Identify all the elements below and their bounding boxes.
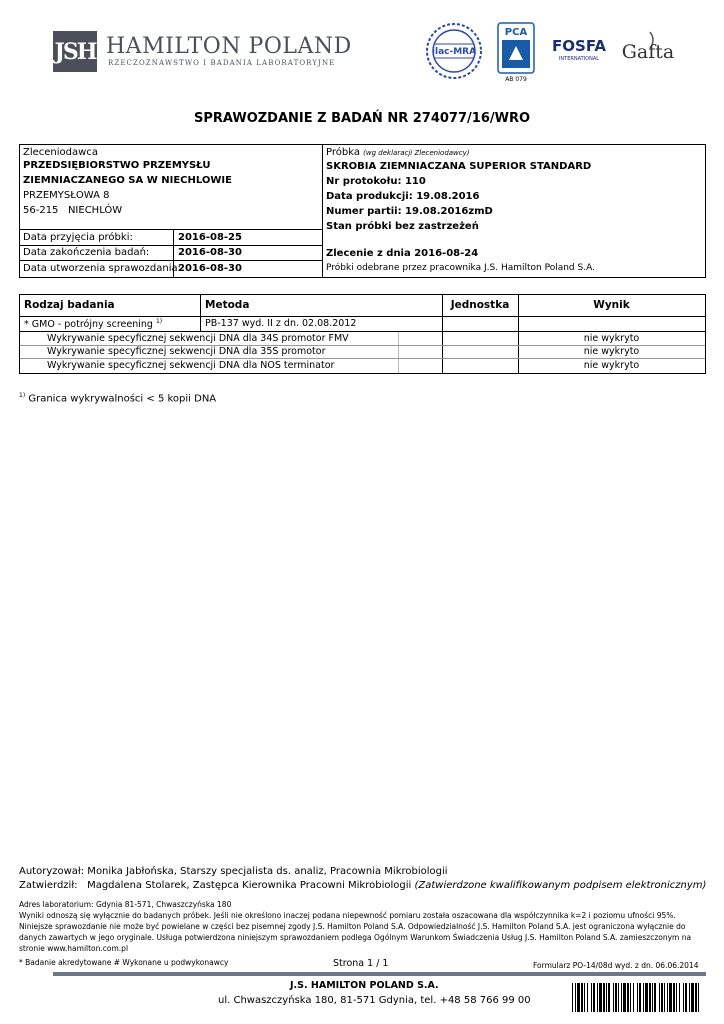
date-received-value: 2016-08-25 <box>178 232 242 243</box>
footer-divider <box>53 972 706 976</box>
client-name-line1: PRZEDSIĘBIORSTWO PRZEMYSŁU <box>23 160 211 171</box>
footnote-sup: 1) <box>19 392 26 399</box>
sample-name: SKROBIA ZIEMNIACZANA SUPERIOR STANDARD <box>326 161 592 172</box>
date-created-label: Data utworzenia sprawozdania: <box>23 263 181 274</box>
disclaimer-line: Wyniki odnoszą się wyłącznie do badanych próbek. Jeśli nie określono inaczej podana niepewność pomiaru została oszacowana dla współczynnika k=2 i poziomu ufności 95%. <box>19 911 676 920</box>
gafta-logo-text: Gafta <box>621 41 675 63</box>
sample-condition: Stan próbki bez zastrzeżeń <box>326 221 479 232</box>
ilac-logo-text: ilac-MRA <box>431 47 477 57</box>
client-address-line1: PRZEMYSŁOWA 8 <box>23 190 110 201</box>
footer-company: J.S. HAMILTON POLAND S.A. <box>290 980 439 991</box>
main-test-method: PB-137 wyd. II z dn. 02.08.2012 <box>205 318 357 329</box>
table-row-test: Wykrywanie specyficznej sekwencji DNA dla 35S promotor <box>47 346 326 357</box>
date-received-label: Data przyjęcia próbki: <box>23 232 133 243</box>
pca-number: AB 079 <box>505 76 527 83</box>
report-info-block <box>19 144 706 278</box>
footnote <box>19 392 216 404</box>
date-finished-value: 2016-08-30 <box>178 247 242 258</box>
company-name: HAMILTON POLAND <box>106 34 352 59</box>
sample-label-text: Próbka <box>326 147 360 158</box>
sample-label <box>326 147 470 158</box>
table-row-test: Wykrywanie specyficznej sekwencji DNA dla NOS terminator <box>47 360 335 371</box>
client-address-line2: 56-215 NIECHLÓW <box>23 205 123 216</box>
sample-protocol: Nr protokołu: 110 <box>326 176 426 187</box>
col-header-result: Wynik <box>593 299 630 311</box>
sample-label-note: (wg deklaracji Zleceniodawcy) <box>363 149 470 157</box>
main-test-name: * GMO - potrójny screening <box>24 319 153 331</box>
table-row-result: nie wykryto <box>583 346 640 357</box>
disclaimer-line: danych zawartych w jego oryginale. Usługa potwierdzona niniejszym sprawozdaniem podlega Ogólnym Warunkom Świadczenia Usług J.S. Hamilton Poland S.A. zamieszczonym na <box>19 933 692 942</box>
footnote-text: Granica wykrywalności < 5 kopii DNA <box>25 393 217 405</box>
col-header-unit: Jednostka <box>450 299 510 311</box>
approved-by <box>19 880 706 891</box>
approved-note: (Zatwierdzone kwalifikowanym podpisem elektronicznym) <box>414 880 707 891</box>
table-row-result: nie wykryto <box>583 333 640 344</box>
date-created-value: 2016-08-30 <box>178 263 242 274</box>
disclaimer-line: stronie www.hamilton.com.pl <box>19 944 129 953</box>
report-title: SPRAWOZDANIE Z BADAŃ NR 274077/16/WRO <box>193 111 531 126</box>
pca-logo-text: PCA <box>504 27 528 38</box>
disclaimer-line: Niniejsze sprawozdanie nie może być powielane w części bez pisemnej zgody J.S. Hamilton Poland S.A. Odpowiedzialność J.S. Hamilton Poland S.A. jest ograniczona wyłącznie do <box>19 922 686 931</box>
barcode <box>572 983 702 1012</box>
client-label: Zleceniodawca <box>23 147 98 158</box>
approved-name: Magdalena Stolarek, Zastępca Kierownika Pracowni Mikrobiologii <box>87 880 412 891</box>
fosfa-logo-subtext: INTERNATIONAL <box>558 56 600 62</box>
page-number: Strona 1 / 1 <box>333 958 389 969</box>
order-date: Zlecenie z dnia 2016-08-24 <box>326 248 479 259</box>
col-header-test: Rodzaj badania <box>24 299 115 311</box>
sample-collected-note: Próbki odebrane przez pracownika J.S. Hamilton Poland S.A. <box>326 263 595 273</box>
approved-label: Zatwierdził: <box>19 880 78 891</box>
table-row-test: Wykrywanie specyficznej sekwencji DNA dla 34S promotor FMV <box>47 333 349 344</box>
legend: * Badanie akredytowane # Wykonane u podwykonawcy <box>19 958 229 967</box>
table-row-result: nie wykryto <box>583 360 640 371</box>
footer-address: ul. Chwaszczyńska 180, 81-571 Gdynia, tel. +48 58 766 99 00 <box>218 995 531 1006</box>
main-test-sup: 1) <box>155 318 163 325</box>
authorized-by: Autoryzował: Monika Jabłońska, Starszy specjalista ds. analiz, Pracownia Mikrobiologii <box>19 866 448 877</box>
company-tagline: RZECZOZNAWSTWO I BADANIA LABORATORYJNE <box>108 59 336 67</box>
sample-batch: Numer partii: 19.08.2016zmD <box>326 206 493 217</box>
pca-accreditation-logo <box>497 22 535 84</box>
ilac-mra-logo <box>425 22 483 80</box>
company-logo-mark: JSH <box>53 31 97 72</box>
fosfa-logo <box>549 36 609 62</box>
table-row-main-test <box>24 318 162 330</box>
test-results-table <box>19 294 706 374</box>
lab-address: Adres laboratorium: Gdynia 81-571, Chwaszczyńska 180 <box>19 900 232 909</box>
client-name-line2: ZIEMNIACZANEGO SA W NIECHLOWIE <box>23 175 232 186</box>
form-id: Formularz PO-14/08d wyd. z dn. 06.06.2014 <box>533 961 699 970</box>
fosfa-logo-text: FOSFA <box>552 37 606 55</box>
sample-production-date: Data produkcji: 19.08.2016 <box>326 191 480 202</box>
date-finished-label: Data zakończenia badań: <box>23 247 150 258</box>
col-header-method: Metoda <box>205 299 250 311</box>
gafta-logo <box>620 28 676 72</box>
